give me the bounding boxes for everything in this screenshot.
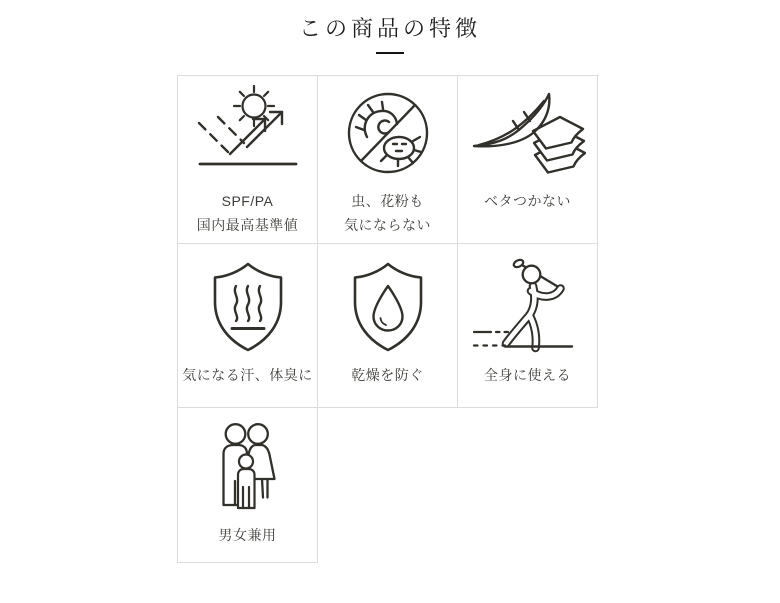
feature-cell-unisex [178,408,318,563]
feature-grid [177,75,599,563]
feature-cell-prevent-dryness [318,244,458,408]
shield-drop-icon [342,256,434,358]
title-divider [376,52,404,54]
page-title: この商品の特徴 [298,16,481,41]
feature-cell-no-insect [318,76,458,244]
family-icon [205,416,291,518]
feature-label: ベタつかない [484,193,571,209]
feature-cell-sweat-odor [178,244,318,408]
golfer-icon [469,256,587,358]
feature-label: 男女兼用 [218,527,277,543]
feather-sheets-icon [470,82,586,184]
feature-cell-non-sticky [458,76,598,244]
feature-label: 気になる汗、体臭に [182,367,313,383]
feature-label: 虫、花粉も 気にならない [344,193,431,233]
feature-cell-uv-protection [178,76,318,244]
no-insect-icon [340,82,436,184]
feature-cell-full-body [458,244,598,408]
sun-reflect-icon [192,82,304,184]
feature-label: 乾燥を防ぐ [351,367,424,383]
feature-label: SPF/PA 国内最高基準値 [196,193,299,233]
feature-label: 全身に使える [484,367,571,383]
shield-steam-icon [202,256,294,358]
